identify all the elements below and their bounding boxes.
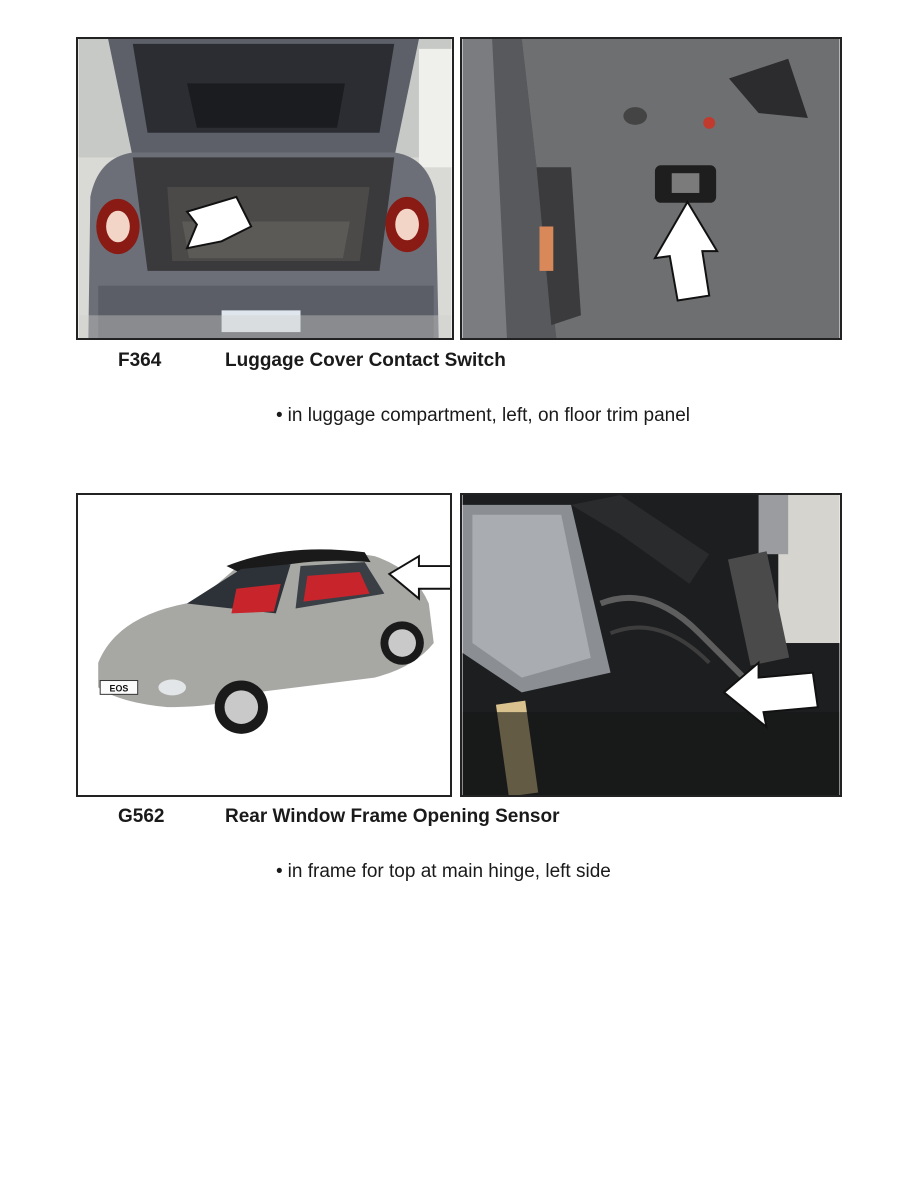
location-line <box>276 405 690 427</box>
component-code: F364 <box>118 350 162 371</box>
location-line <box>276 861 611 883</box>
bullet: • <box>276 861 283 882</box>
location-text: in luggage compartment, left, on floor trim panel <box>287 405 691 426</box>
photo-car-rear-trunk <box>76 37 454 340</box>
car-rear-trunk-photo <box>78 39 452 338</box>
photo-roof-hinge <box>460 493 842 797</box>
trunk-floor-switch-photo <box>462 39 840 338</box>
location-text: in frame for top at main hinge, left side <box>287 861 611 882</box>
plate-text: EOS <box>109 683 129 694</box>
component-title: Luggage Cover Contact Switch <box>225 350 506 371</box>
photo-convertible-car <box>76 493 452 797</box>
bullet: • <box>276 405 283 426</box>
roof-hinge-mechanism-photo <box>462 495 840 795</box>
component-code: G562 <box>118 806 165 827</box>
component-title: Rear Window Frame Opening Sensor <box>225 806 560 827</box>
photo-trunk-floor-switch <box>460 37 842 340</box>
convertible-car-illustration <box>78 495 450 795</box>
